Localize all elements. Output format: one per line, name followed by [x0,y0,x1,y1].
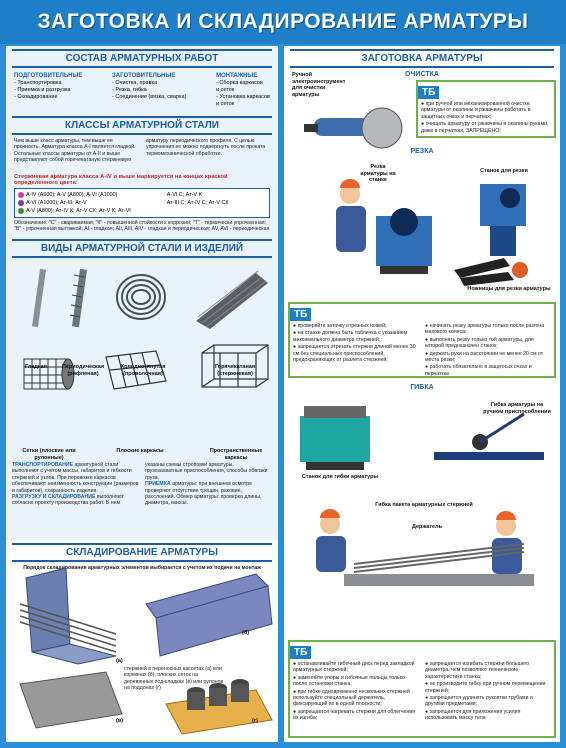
safety-rule: ● держать руки на расстоянии не менее 20 см от места резки; [425,350,544,364]
bending-machine-icon [300,406,370,470]
wire-coil-icon [117,275,165,319]
kind-label: Пространственные каркасы [209,448,263,461]
bending-rules-left [290,660,422,724]
bending-rules-right [422,660,554,724]
transport-block [12,462,272,536]
classes-text: Чем выше класс арматуры, тем выше ее прочность. Арматура класса А-I является гладкой. Остальные классы арматуры от А-II и выше представляют собой горячекатаную стержневую арматуру периодического профиля. С целью упрочнения ее можно подвергнуть после проката термомеханической обработке. [14,138,266,164]
bending-caption-1: Гибка арматуры на ручном приспособлении [483,402,551,415]
classes-title: КЛАССЫ АРМАТУРНОЙ СТАЛИ [12,116,272,135]
cutting-safety-box [288,302,556,378]
storage-label-b: (б) [242,630,250,636]
column-item: - Транспортировка [14,80,62,86]
unloading-head: РАЗГРУЗКУ И СКЛАДИРОВАНИЕ [12,494,96,501]
storage-note: стержней в переносных кассетах (а) или кормачах (б); плоских сеток на деревянных под-кладках (в) или рулонов на поддонах (г) [124,666,224,692]
kind-label: Холоднотянутая (проволочная) [120,364,166,377]
marking-note: Стержневая арматура класса А-IV и выше маркируется на концах краской определенного цвета: [14,174,228,186]
column-item: - Очистка, правка [112,80,158,86]
bending-illustration [284,394,560,634]
shears-icon [454,258,528,286]
cutting-rules-right [422,322,554,379]
bending-table-icon [344,574,534,586]
acceptance-text: арматуры: при внешнем осмотре проверяют отсутствие трещин, раковин, расслоений. Обмер арматуры: проверка длины, диаметра, массы. [145,481,262,507]
cutting-rules-left [290,322,422,379]
composition-column [216,73,270,108]
kind-label: Гладкая [25,364,47,370]
cleaning-title: ОЧИСТКА [405,71,439,78]
cutting-caption-1: Резка арматуры на станке [360,164,396,183]
bending-caption-3: Гибка пакета арматурных стержней [375,502,473,508]
column-item: и сеток [216,87,235,93]
cutter-station-icon [480,184,526,256]
column-head: ЗАГОТОВИТЕЛЬНЫЕ [112,73,176,79]
composition-column [112,73,186,108]
safety-rule: ● останавливайте гибочный диск перед закладкой арматурных стержней; [293,661,415,674]
column-item: - Приемка и разгрузка [14,87,71,93]
rebar-bundle-icon [196,271,268,329]
column-head: МОНТАЖНЫЕ [216,73,258,79]
storage-illustration [6,564,278,742]
color-dot [18,208,24,214]
storage-block [6,540,278,742]
stand-icon [146,574,272,656]
composition-columns [6,71,278,110]
safety-rule: ● на станке должна быть табличка с указанием максимального диаметра стержней; [293,330,408,343]
marking-table [14,188,270,218]
storage-subtitle: Порядок складирования арматурных элементов выбирается с учетом их подачи на монтаж [23,565,261,571]
safety-badge: ТБ [290,308,311,321]
worker-icon [336,179,366,252]
safety-rule: ● запрещается удлинять рукоятки трубами и другими предметами; [425,695,533,708]
safety-rule: ● очищать арматуру от ржавчины и окалины руками, даже в перчатках, ЗАПРЕЩЕНО! [421,121,549,134]
cleaning-safety-box [416,80,556,138]
cutting-machine-icon [376,208,432,274]
ribbed-bar-icon [70,269,87,327]
storage-label-c: (в) [116,718,124,724]
prep-title: ЗАГОТОВКА АРМАТУРЫ [290,49,554,68]
legend-note: Обозначение: "С" - свариваемая; "К" - повышенной стойкости к коррозии; "Т" - термически упрочненная; "В" - упрочненная вытяжкой; AI - гладкая; AII, AIII, AIV - гладкая и периодическая; AV, AVI - периодическая [14,220,270,233]
kinds-title: ВИДЫ АРМАТУРНОЙ СТАЛИ И ИЗДЕЛИЙ [12,239,272,258]
cutting-title: РЕЗКА [410,148,434,155]
holder-caption: Держатель [412,524,442,530]
safety-rule: ● запрещается нагревать стержни для облегчения их изгиба; [293,708,416,722]
safety-badge: ТБ [418,86,439,99]
cutting-caption-2: Станок для резки [480,168,528,174]
safety-rule: ● не производите гибку при ручном перемещении стержней; [425,681,546,694]
column-item: - Складирование [14,94,58,100]
safety-rule: ● работать обязательно в защитных очках и перчатках [425,364,532,377]
column-item: - Соединение (вязка, сварка) [112,94,187,100]
left-panel [6,46,278,742]
column-item: и сеток [216,101,235,107]
storage-label-d: (г) [252,718,258,724]
safety-rule: ● запрещается изгибать стержни большего диаметра, чем позволяют технические характеристики станка; [425,661,530,680]
column-item: - Установка каркасов [216,94,270,100]
storage-title: СКЛАДИРОВАНИЕ АРМАТУРЫ [12,543,272,562]
bending-safety-box [288,640,556,738]
kind-label: Сетки (плоские или рулонные) [22,448,76,461]
safety-rule: ● запрещается отрезать стержни длиной менее 30 см без специальных приспособлений, предохраняющих от разлета стержней; [293,344,416,364]
composition-title: СОСТАВ АРМАТУРНЫХ РАБОТ [12,49,272,68]
color-dot [18,192,24,198]
safety-rule: ● начинать резку арматуры только после разгона махового колеса; [425,323,545,336]
kind-label: Плоские каркасы [116,448,164,454]
marking-row: A-V (A800); Ат-IV К; Ат-V СК; Ат-V К; Ат-VI [18,207,266,215]
grinder-caption: Ручной электроинструмент для очистки арматуры [292,72,346,98]
column-item: - Сборка каркасов [216,80,263,86]
column-head: ПОДГОТОВИТЕЛЬНЫЕ [14,73,83,79]
storage-label-a: (а) [116,658,123,664]
bending-caption-2: Станок для гибки арматуры [301,474,379,480]
safety-rule: ● при ручной или механизированной очистке арматуры от окалины и ржавчины работать в защитных очках и перчатках; [421,101,531,120]
color-dot [18,200,24,206]
kind-label: Периодическая (рифленая) [61,364,105,377]
safety-rule: ● проверяйте заточку отрезных ножей; [293,323,387,329]
smooth-bar-icon [32,269,46,327]
safety-rule: ● при гибке одновременно нескольких стержней используйте специальный держатель, фиксирующий их в одной плоскости; [293,688,410,708]
marking-row: A-VI (A1000); Aт-III; Ат-V Ат-III С; Ат-IV С; Ат-V СК [18,199,266,207]
safety-badge: ТБ [290,646,311,659]
bending-title: ГИБКА [410,384,434,391]
steel-kinds-illustration [6,261,278,431]
cleaning-rules [418,100,554,136]
kind-label: Горячекатаная (стержневая) [214,364,256,377]
composition-column [14,73,82,108]
manual-bender-icon [434,414,544,460]
safety-rule: ● заменяйте упоры и гибочные пальцы только после остановки станка; [293,674,405,688]
column-item: - Резка, гибка [112,87,147,93]
mesh-stack-icon [20,672,122,728]
transport-head: ТРАНСПОРТИРОВАНИЕ [12,462,74,468]
cutting-caption-3: Ножницы для резки арматуры [467,286,551,292]
safety-rule: ● запрещается для приложения усилия использовать массу тела [425,708,521,722]
page-title: ЗАГОТОВКА И СКЛАДИРОВАНИЕ АРМАТУРЫ [0,0,566,44]
acceptance-head: ПРИЕМКА [145,481,171,488]
right-panel [284,46,560,742]
safety-rule: ● выполнять резку только той арматуры, для которой предназначен станок; [425,336,534,350]
marking-row: A-IV (A600); A-V (A800); A-VI (A1000) A-VI C; Ат-V K [18,191,266,199]
unloading-text: выполняют согласно проекту производства работ. В нем указаны схемы строповки арматуры, грузозахватные приспособления, способы обвязки груза. [12,462,268,507]
transport-text: арматурной стали выполняют с учетом массы, габаритов и гибкости стержней и узлов. При перевозке каркасов обеспечивают неизменность конструкции (размеров и габаритов), сохранность изделия. [12,462,139,494]
